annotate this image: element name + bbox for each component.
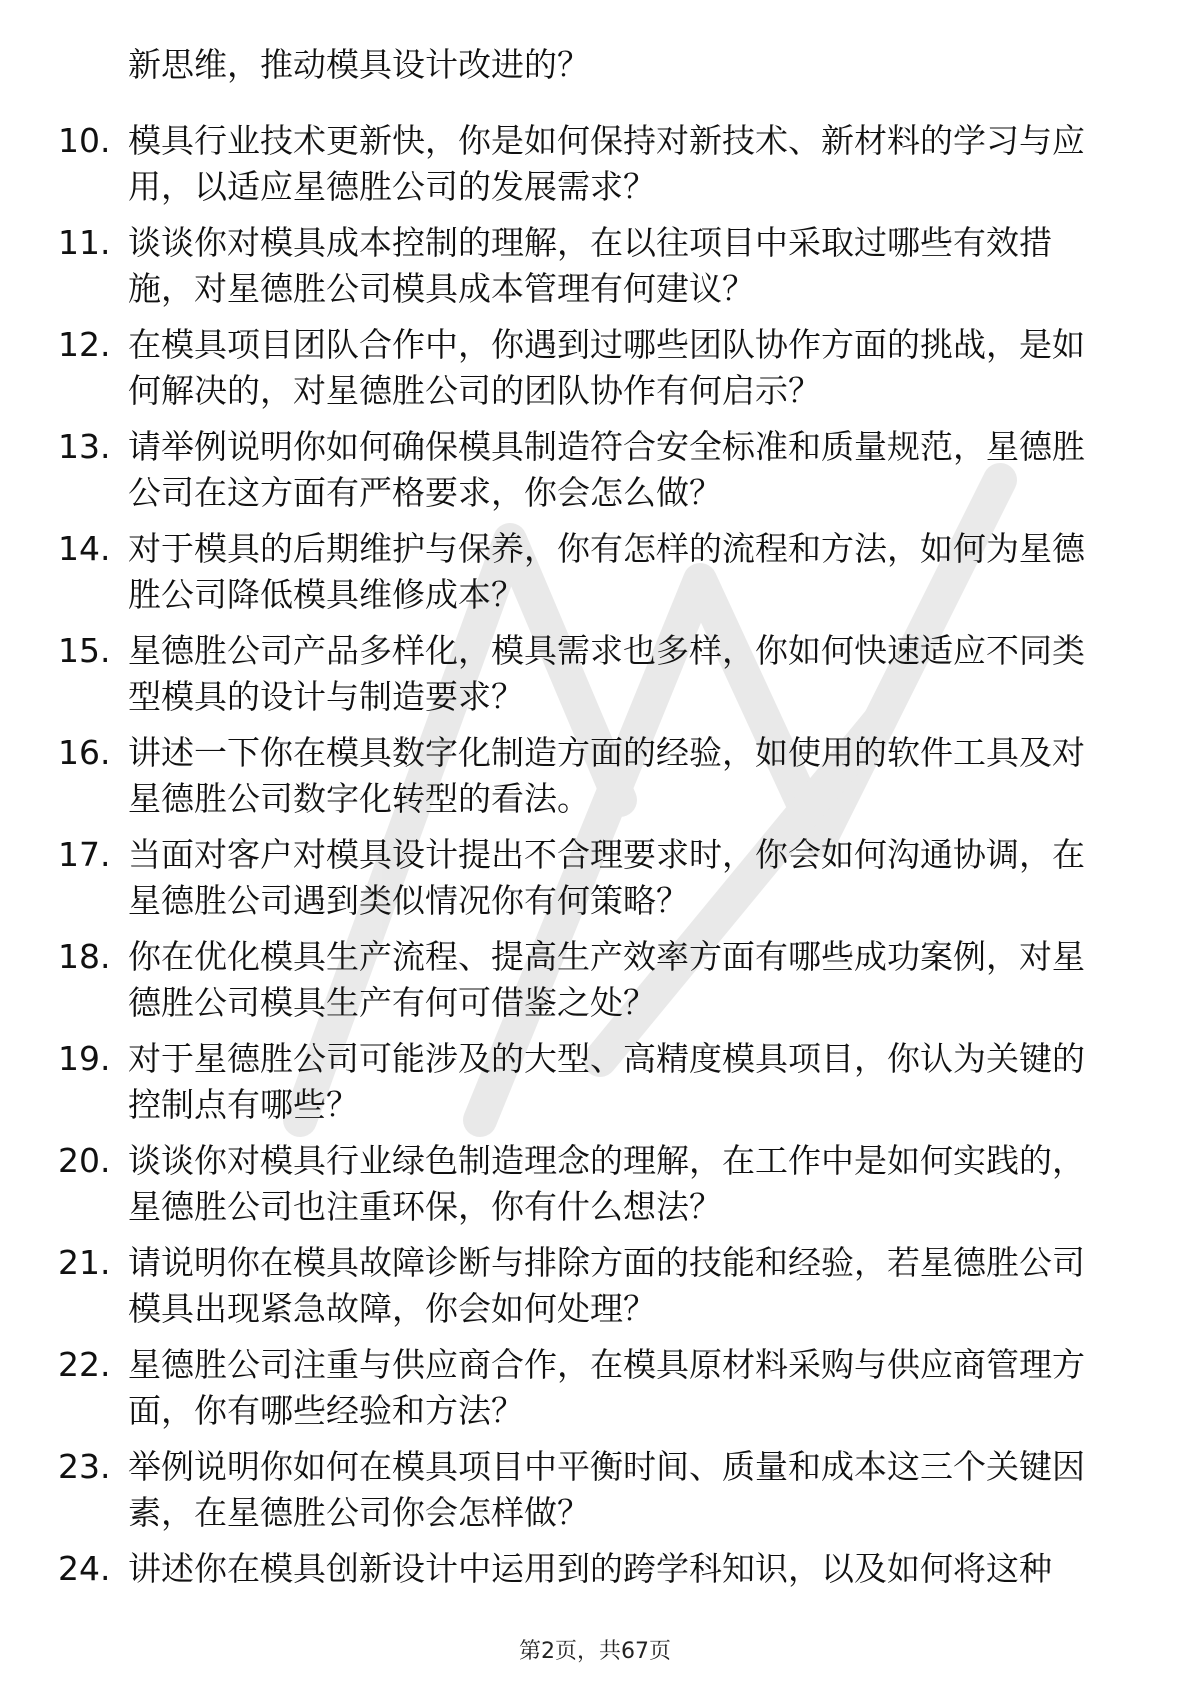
question-text: 星德胜公司产品多样化，模具需求也多样，你如何快速适应不同类型模具的设计与制造要求？ (128, 631, 1085, 716)
question-text: 谈谈你对模具成本控制的理解，在以往项目中采取过哪些有效措施，对星德胜公司模具成本管理有何建议？ (128, 223, 1052, 308)
question-text: 你在优化模具生产流程、提高生产效率方面有哪些成功案例，对星德胜公司模具生产有何可借鉴之处？ (128, 937, 1085, 1022)
question-text: 当面对客户对模具设计提出不合理要求时，你会如何沟通协调，在星德胜公司遇到类似情况你有何策略？ (128, 835, 1085, 920)
question-item (58, 730, 1108, 822)
question-text: 请举例说明你如何确保模具制造符合安全标准和质量规范，星德胜公司在这方面有严格要求，你会怎么做？ (128, 427, 1085, 512)
question-number: 17. (58, 835, 111, 874)
question-number: 21. (58, 1243, 111, 1282)
continued-question-text: 新思维，推动模具设计改进的？ (128, 45, 590, 84)
question-item (58, 1036, 1108, 1128)
question-item (58, 832, 1108, 924)
question-item (58, 628, 1108, 720)
question-item (58, 1138, 1108, 1230)
question-item (58, 424, 1108, 516)
question-number: 15. (58, 631, 111, 670)
question-text: 讲述一下你在模具数字化制造方面的经验，如使用的软件工具及对星德胜公司数字化转型的看法。 (128, 733, 1085, 818)
question-text: 请说明你在模具故障诊断与排除方面的技能和经验，若星德胜公司模具出现紧急故障，你会如何处理？ (128, 1243, 1085, 1328)
question-number: 13. (58, 427, 111, 466)
question-item (58, 1342, 1108, 1434)
question-number: 20. (58, 1141, 111, 1180)
question-number: 11. (58, 223, 111, 262)
question-item (58, 1240, 1108, 1332)
question-text: 谈谈你对模具行业绿色制造理念的理解，在工作中是如何实践的，星德胜公司也注重环保，你有什么想法？ (128, 1141, 1085, 1226)
question-number: 19. (58, 1039, 111, 1078)
question-number: 24. (58, 1549, 111, 1588)
question-text: 模具行业技术更新快，你是如何保持对新技术、新材料的学习与应用，以适应星德胜公司的发展需求？ (128, 121, 1085, 206)
question-number: 22. (58, 1345, 111, 1384)
page-number-footer: 第2页，共67页 (519, 1639, 671, 1664)
question-number: 10. (58, 121, 111, 160)
question-item (58, 220, 1108, 312)
question-number: 23. (58, 1447, 111, 1486)
question-text: 讲述你在模具创新设计中运用到的跨学科知识，以及如何将这种 (128, 1549, 1052, 1588)
question-text: 星德胜公司注重与供应商合作，在模具原材料采购与供应商管理方面，你有哪些经验和方法？ (128, 1345, 1085, 1430)
question-number: 16. (58, 733, 111, 772)
question-number: 18. (58, 937, 111, 976)
question-item (58, 322, 1108, 414)
question-item (58, 1444, 1108, 1536)
question-item (58, 1546, 1108, 1592)
question-number: 14. (58, 529, 111, 568)
question-item (58, 118, 1108, 210)
question-item (58, 526, 1108, 618)
question-text: 举例说明你如何在模具项目中平衡时间、质量和成本这三个关键因素，在星德胜公司你会怎样做？ (128, 1447, 1085, 1532)
question-text: 对于星德胜公司可能涉及的大型、高精度模具项目，你认为关键的控制点有哪些？ (128, 1039, 1085, 1124)
question-item (58, 934, 1108, 1026)
question-number: 12. (58, 325, 111, 364)
question-list (58, 42, 1108, 1602)
question-text: 对于模具的后期维护与保养，你有怎样的流程和方法，如何为星德胜公司降低模具维修成本？ (128, 529, 1085, 614)
question-text: 在模具项目团队合作中，你遇到过哪些团队协作方面的挑战，是如何解决的，对星德胜公司的团队协作有何启示？ (128, 325, 1085, 410)
